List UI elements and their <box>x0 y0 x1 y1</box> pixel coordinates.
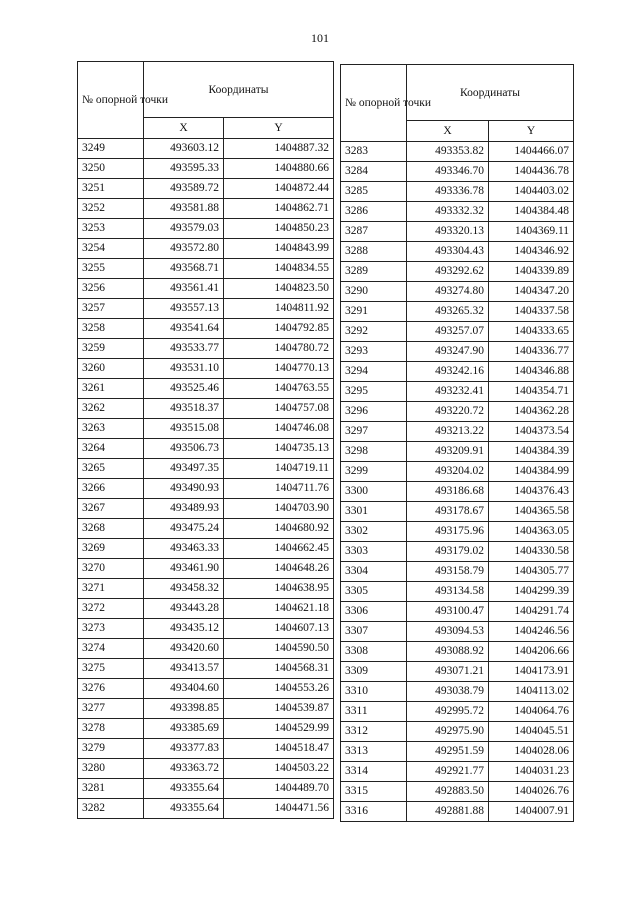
table-row <box>341 222 574 242</box>
x-coordinate-cell: 493332.32 <box>407 202 489 222</box>
y-coordinate-cell: 1404026.76 <box>489 782 574 802</box>
y-coordinate-cell: 1404648.26 <box>224 559 334 579</box>
y-coordinate-cell: 1404384.39 <box>489 442 574 462</box>
y-coordinate-cell: 1404064.76 <box>489 702 574 722</box>
x-coordinate-cell: 493179.02 <box>407 542 489 562</box>
point-number-cell: 3288 <box>341 242 407 262</box>
x-coordinate-cell: 493355.64 <box>144 779 224 799</box>
y-coordinate-cell: 1404780.72 <box>224 339 334 359</box>
y-coordinate-cell: 1404503.22 <box>224 759 334 779</box>
table-row <box>78 659 334 679</box>
x-coordinate-cell: 493175.96 <box>407 522 489 542</box>
y-coordinate-cell: 1404811.92 <box>224 299 334 319</box>
table-row <box>341 402 574 422</box>
x-coordinate-cell: 493541.64 <box>144 319 224 339</box>
x-coordinate-cell: 493377.83 <box>144 739 224 759</box>
y-coordinate-cell: 1404384.99 <box>489 462 574 482</box>
x-coordinate-cell: 493088.92 <box>407 642 489 662</box>
point-number-cell: 3275 <box>78 659 144 679</box>
x-coordinate-cell: 492975.90 <box>407 722 489 742</box>
x-coordinate-cell: 493204.02 <box>407 462 489 482</box>
y-coordinate-cell: 1404346.92 <box>489 242 574 262</box>
table-row <box>341 782 574 802</box>
y-coordinate-cell: 1404336.77 <box>489 342 574 362</box>
coordinates-table-left <box>77 61 334 819</box>
point-number-cell: 3258 <box>78 319 144 339</box>
point-number-cell: 3276 <box>78 679 144 699</box>
x-coordinate-cell: 493568.71 <box>144 259 224 279</box>
table-row <box>341 502 574 522</box>
y-coordinate-cell: 1404365.58 <box>489 502 574 522</box>
y-coordinate-cell: 1404305.77 <box>489 562 574 582</box>
x-coordinate-cell: 493579.03 <box>144 219 224 239</box>
table-row <box>78 779 334 799</box>
y-coordinate-cell: 1404471.56 <box>224 799 334 819</box>
y-coordinate-cell: 1404113.02 <box>489 682 574 702</box>
y-coordinate-cell: 1404173.91 <box>489 662 574 682</box>
point-number-cell: 3298 <box>341 442 407 462</box>
y-coordinate-cell: 1404539.87 <box>224 699 334 719</box>
table-row <box>341 162 574 182</box>
header-point-number: № опорной точки <box>78 62 144 139</box>
y-coordinate-cell: 1404763.55 <box>224 379 334 399</box>
table-row <box>78 739 334 759</box>
x-coordinate-cell: 493178.67 <box>407 502 489 522</box>
point-number-cell: 3270 <box>78 559 144 579</box>
table-row <box>341 702 574 722</box>
point-number-cell: 3286 <box>341 202 407 222</box>
table-row <box>341 802 574 822</box>
table-row <box>78 719 334 739</box>
y-coordinate-cell: 1404590.50 <box>224 639 334 659</box>
point-number-cell: 3291 <box>341 302 407 322</box>
table-row <box>341 382 574 402</box>
x-coordinate-cell: 493336.78 <box>407 182 489 202</box>
point-number-cell: 3309 <box>341 662 407 682</box>
point-number-cell: 3312 <box>341 722 407 742</box>
y-coordinate-cell: 1404872.44 <box>224 179 334 199</box>
point-number-cell: 3310 <box>341 682 407 702</box>
y-coordinate-cell: 1404887.32 <box>224 139 334 159</box>
table-body-left <box>78 139 334 819</box>
x-coordinate-cell: 493557.13 <box>144 299 224 319</box>
table-row <box>341 542 574 562</box>
x-coordinate-cell: 493100.47 <box>407 602 489 622</box>
x-coordinate-cell: 493533.77 <box>144 339 224 359</box>
x-coordinate-cell: 493363.72 <box>144 759 224 779</box>
point-number-cell: 3293 <box>341 342 407 362</box>
table-row <box>78 619 334 639</box>
y-coordinate-cell: 1404823.50 <box>224 279 334 299</box>
table-row <box>341 602 574 622</box>
table-row <box>78 439 334 459</box>
x-coordinate-cell: 493525.46 <box>144 379 224 399</box>
y-coordinate-cell: 1404607.13 <box>224 619 334 639</box>
point-number-cell: 3297 <box>341 422 407 442</box>
table-row <box>341 622 574 642</box>
y-coordinate-cell: 1404362.28 <box>489 402 574 422</box>
point-number-cell: 3271 <box>78 579 144 599</box>
table-row <box>78 599 334 619</box>
y-coordinate-cell: 1404246.56 <box>489 622 574 642</box>
table-row <box>78 499 334 519</box>
x-coordinate-cell: 493134.58 <box>407 582 489 602</box>
table-row <box>78 579 334 599</box>
coordinates-table-right <box>340 64 574 822</box>
point-number-cell: 3299 <box>341 462 407 482</box>
point-number-cell: 3253 <box>78 219 144 239</box>
table-row <box>341 182 574 202</box>
header-coordinates: Координаты <box>407 65 574 121</box>
point-number-cell: 3284 <box>341 162 407 182</box>
table-row <box>78 679 334 699</box>
y-coordinate-cell: 1404373.54 <box>489 422 574 442</box>
x-coordinate-cell: 492881.88 <box>407 802 489 822</box>
y-coordinate-cell: 1404792.85 <box>224 319 334 339</box>
point-number-cell: 3266 <box>78 479 144 499</box>
y-coordinate-cell: 1404757.08 <box>224 399 334 419</box>
x-coordinate-cell: 493265.32 <box>407 302 489 322</box>
table-row <box>78 559 334 579</box>
x-coordinate-cell: 493404.60 <box>144 679 224 699</box>
table-row <box>78 299 334 319</box>
point-number-cell: 3281 <box>78 779 144 799</box>
point-number-cell: 3316 <box>341 802 407 822</box>
x-coordinate-cell: 492951.59 <box>407 742 489 762</box>
point-number-cell: 3292 <box>341 322 407 342</box>
table-row <box>341 362 574 382</box>
x-coordinate-cell: 493385.69 <box>144 719 224 739</box>
point-number-cell: 3308 <box>341 642 407 662</box>
y-coordinate-cell: 1404028.06 <box>489 742 574 762</box>
table-row <box>78 539 334 559</box>
x-coordinate-cell: 493515.08 <box>144 419 224 439</box>
point-number-cell: 3302 <box>341 522 407 542</box>
table-row <box>78 139 334 159</box>
table-row <box>341 482 574 502</box>
x-coordinate-cell: 492921.77 <box>407 762 489 782</box>
point-number-cell: 3279 <box>78 739 144 759</box>
table-row <box>341 322 574 342</box>
table-row <box>341 742 574 762</box>
table-row <box>341 142 574 162</box>
table-row <box>341 642 574 662</box>
point-number-cell: 3315 <box>341 782 407 802</box>
table-row <box>78 199 334 219</box>
point-number-cell: 3296 <box>341 402 407 422</box>
point-number-cell: 3252 <box>78 199 144 219</box>
x-coordinate-cell: 493398.85 <box>144 699 224 719</box>
table-row <box>341 722 574 742</box>
point-number-cell: 3277 <box>78 699 144 719</box>
page-number: 101 <box>311 31 329 45</box>
table-row <box>341 582 574 602</box>
table-row <box>78 319 334 339</box>
point-number-cell: 3261 <box>78 379 144 399</box>
y-coordinate-cell: 1404843.99 <box>224 239 334 259</box>
x-coordinate-cell: 493581.88 <box>144 199 224 219</box>
table-row <box>78 399 334 419</box>
table-row <box>341 342 574 362</box>
table-row <box>341 422 574 442</box>
y-coordinate-cell: 1404333.65 <box>489 322 574 342</box>
table-body-right <box>341 142 574 822</box>
table-row <box>341 682 574 702</box>
header-y: Y <box>489 121 574 142</box>
x-coordinate-cell: 492995.72 <box>407 702 489 722</box>
x-coordinate-cell: 493463.33 <box>144 539 224 559</box>
y-coordinate-cell: 1404369.11 <box>489 222 574 242</box>
table-row <box>78 339 334 359</box>
point-number-cell: 3313 <box>341 742 407 762</box>
point-number-cell: 3290 <box>341 282 407 302</box>
y-coordinate-cell: 1404746.08 <box>224 419 334 439</box>
header-coordinates: Координаты <box>144 62 334 118</box>
x-coordinate-cell: 493220.72 <box>407 402 489 422</box>
x-coordinate-cell: 493461.90 <box>144 559 224 579</box>
table-row <box>78 239 334 259</box>
x-coordinate-cell: 493304.43 <box>407 242 489 262</box>
point-number-cell: 3287 <box>341 222 407 242</box>
point-number-cell: 3259 <box>78 339 144 359</box>
point-number-cell: 3268 <box>78 519 144 539</box>
y-coordinate-cell: 1404206.66 <box>489 642 574 662</box>
x-coordinate-cell: 493420.60 <box>144 639 224 659</box>
y-coordinate-cell: 1404621.18 <box>224 599 334 619</box>
x-coordinate-cell: 493320.13 <box>407 222 489 242</box>
y-coordinate-cell: 1404436.78 <box>489 162 574 182</box>
x-coordinate-cell: 493497.35 <box>144 459 224 479</box>
y-coordinate-cell: 1404031.23 <box>489 762 574 782</box>
table-row <box>341 442 574 462</box>
y-coordinate-cell: 1404045.51 <box>489 722 574 742</box>
table-row <box>78 459 334 479</box>
y-coordinate-cell: 1404834.55 <box>224 259 334 279</box>
y-coordinate-cell: 1404346.88 <box>489 362 574 382</box>
point-number-cell: 3267 <box>78 499 144 519</box>
point-number-cell: 3311 <box>341 702 407 722</box>
point-number-cell: 3282 <box>78 799 144 819</box>
point-number-cell: 3250 <box>78 159 144 179</box>
header-x: X <box>407 121 489 142</box>
point-number-cell: 3272 <box>78 599 144 619</box>
table-row <box>78 759 334 779</box>
point-number-cell: 3256 <box>78 279 144 299</box>
point-number-cell: 3264 <box>78 439 144 459</box>
point-number-cell: 3306 <box>341 602 407 622</box>
point-number-cell: 3251 <box>78 179 144 199</box>
point-number-cell: 3303 <box>341 542 407 562</box>
y-coordinate-cell: 1404291.74 <box>489 602 574 622</box>
x-coordinate-cell: 493038.79 <box>407 682 489 702</box>
x-coordinate-cell: 493232.41 <box>407 382 489 402</box>
x-coordinate-cell: 493186.68 <box>407 482 489 502</box>
x-coordinate-cell: 493489.93 <box>144 499 224 519</box>
table-row <box>78 699 334 719</box>
y-coordinate-cell: 1404553.26 <box>224 679 334 699</box>
table-row <box>341 762 574 782</box>
point-number-cell: 3314 <box>341 762 407 782</box>
point-number-cell: 3255 <box>78 259 144 279</box>
x-coordinate-cell: 493413.57 <box>144 659 224 679</box>
x-coordinate-cell: 493353.82 <box>407 142 489 162</box>
header-y: Y <box>224 118 334 139</box>
y-coordinate-cell: 1404337.58 <box>489 302 574 322</box>
y-coordinate-cell: 1404568.31 <box>224 659 334 679</box>
y-coordinate-cell: 1404403.02 <box>489 182 574 202</box>
x-coordinate-cell: 493458.32 <box>144 579 224 599</box>
x-coordinate-cell: 493257.07 <box>407 322 489 342</box>
y-coordinate-cell: 1404384.48 <box>489 202 574 222</box>
table-row <box>78 219 334 239</box>
table-row <box>78 359 334 379</box>
table-row <box>78 419 334 439</box>
point-number-cell: 3273 <box>78 619 144 639</box>
table-row <box>78 639 334 659</box>
y-coordinate-cell: 1404489.70 <box>224 779 334 799</box>
table-row <box>78 379 334 399</box>
x-coordinate-cell: 492883.50 <box>407 782 489 802</box>
x-coordinate-cell: 493506.73 <box>144 439 224 459</box>
y-coordinate-cell: 1404466.07 <box>489 142 574 162</box>
x-coordinate-cell: 493213.22 <box>407 422 489 442</box>
point-number-cell: 3301 <box>341 502 407 522</box>
x-coordinate-cell: 493274.80 <box>407 282 489 302</box>
table-row <box>341 662 574 682</box>
x-coordinate-cell: 493435.12 <box>144 619 224 639</box>
y-coordinate-cell: 1404347.20 <box>489 282 574 302</box>
table-row <box>78 519 334 539</box>
y-coordinate-cell: 1404703.90 <box>224 499 334 519</box>
table-row <box>78 479 334 499</box>
x-coordinate-cell: 493071.21 <box>407 662 489 682</box>
table-row <box>78 159 334 179</box>
table-row <box>341 302 574 322</box>
x-coordinate-cell: 493475.24 <box>144 519 224 539</box>
point-number-cell: 3305 <box>341 582 407 602</box>
point-number-cell: 3254 <box>78 239 144 259</box>
x-coordinate-cell: 493158.79 <box>407 562 489 582</box>
table-row <box>341 522 574 542</box>
x-coordinate-cell: 493443.28 <box>144 599 224 619</box>
y-coordinate-cell: 1404339.89 <box>489 262 574 282</box>
point-number-cell: 3295 <box>341 382 407 402</box>
y-coordinate-cell: 1404363.05 <box>489 522 574 542</box>
table-row <box>78 279 334 299</box>
y-coordinate-cell: 1404850.23 <box>224 219 334 239</box>
table-row <box>341 462 574 482</box>
point-number-cell: 3300 <box>341 482 407 502</box>
x-coordinate-cell: 493292.62 <box>407 262 489 282</box>
table-row <box>341 262 574 282</box>
y-coordinate-cell: 1404638.95 <box>224 579 334 599</box>
x-coordinate-cell: 493346.70 <box>407 162 489 182</box>
point-number-cell: 3304 <box>341 562 407 582</box>
point-number-cell: 3274 <box>78 639 144 659</box>
point-number-cell: 3249 <box>78 139 144 159</box>
x-coordinate-cell: 493242.16 <box>407 362 489 382</box>
y-coordinate-cell: 1404862.71 <box>224 199 334 219</box>
x-coordinate-cell: 493572.80 <box>144 239 224 259</box>
x-coordinate-cell: 493518.37 <box>144 399 224 419</box>
x-coordinate-cell: 493561.41 <box>144 279 224 299</box>
y-coordinate-cell: 1404518.47 <box>224 739 334 759</box>
point-number-cell: 3269 <box>78 539 144 559</box>
table-row <box>78 799 334 819</box>
x-coordinate-cell: 493355.64 <box>144 799 224 819</box>
header-x: X <box>144 118 224 139</box>
table-row <box>341 242 574 262</box>
table-row <box>341 562 574 582</box>
y-coordinate-cell: 1404330.58 <box>489 542 574 562</box>
y-coordinate-cell: 1404880.66 <box>224 159 334 179</box>
table-row <box>341 282 574 302</box>
x-coordinate-cell: 493595.33 <box>144 159 224 179</box>
y-coordinate-cell: 1404376.43 <box>489 482 574 502</box>
point-number-cell: 3257 <box>78 299 144 319</box>
x-coordinate-cell: 493247.90 <box>407 342 489 362</box>
x-coordinate-cell: 493531.10 <box>144 359 224 379</box>
point-number-cell: 3285 <box>341 182 407 202</box>
point-number-cell: 3260 <box>78 359 144 379</box>
y-coordinate-cell: 1404354.71 <box>489 382 574 402</box>
x-coordinate-cell: 493589.72 <box>144 179 224 199</box>
point-number-cell: 3280 <box>78 759 144 779</box>
y-coordinate-cell: 1404299.39 <box>489 582 574 602</box>
point-number-cell: 3262 <box>78 399 144 419</box>
y-coordinate-cell: 1404680.92 <box>224 519 334 539</box>
x-coordinate-cell: 493490.93 <box>144 479 224 499</box>
table-row <box>78 179 334 199</box>
point-number-cell: 3265 <box>78 459 144 479</box>
header-point-number: № опорной точки <box>341 65 407 142</box>
y-coordinate-cell: 1404662.45 <box>224 539 334 559</box>
table-row <box>78 259 334 279</box>
point-number-cell: 3278 <box>78 719 144 739</box>
point-number-cell: 3289 <box>341 262 407 282</box>
y-coordinate-cell: 1404711.76 <box>224 479 334 499</box>
y-coordinate-cell: 1404719.11 <box>224 459 334 479</box>
x-coordinate-cell: 493209.91 <box>407 442 489 462</box>
y-coordinate-cell: 1404529.99 <box>224 719 334 739</box>
point-number-cell: 3263 <box>78 419 144 439</box>
y-coordinate-cell: 1404007.91 <box>489 802 574 822</box>
y-coordinate-cell: 1404735.13 <box>224 439 334 459</box>
x-coordinate-cell: 493094.53 <box>407 622 489 642</box>
y-coordinate-cell: 1404770.13 <box>224 359 334 379</box>
point-number-cell: 3294 <box>341 362 407 382</box>
point-number-cell: 3307 <box>341 622 407 642</box>
table-row <box>341 202 574 222</box>
x-coordinate-cell: 493603.12 <box>144 139 224 159</box>
point-number-cell: 3283 <box>341 142 407 162</box>
